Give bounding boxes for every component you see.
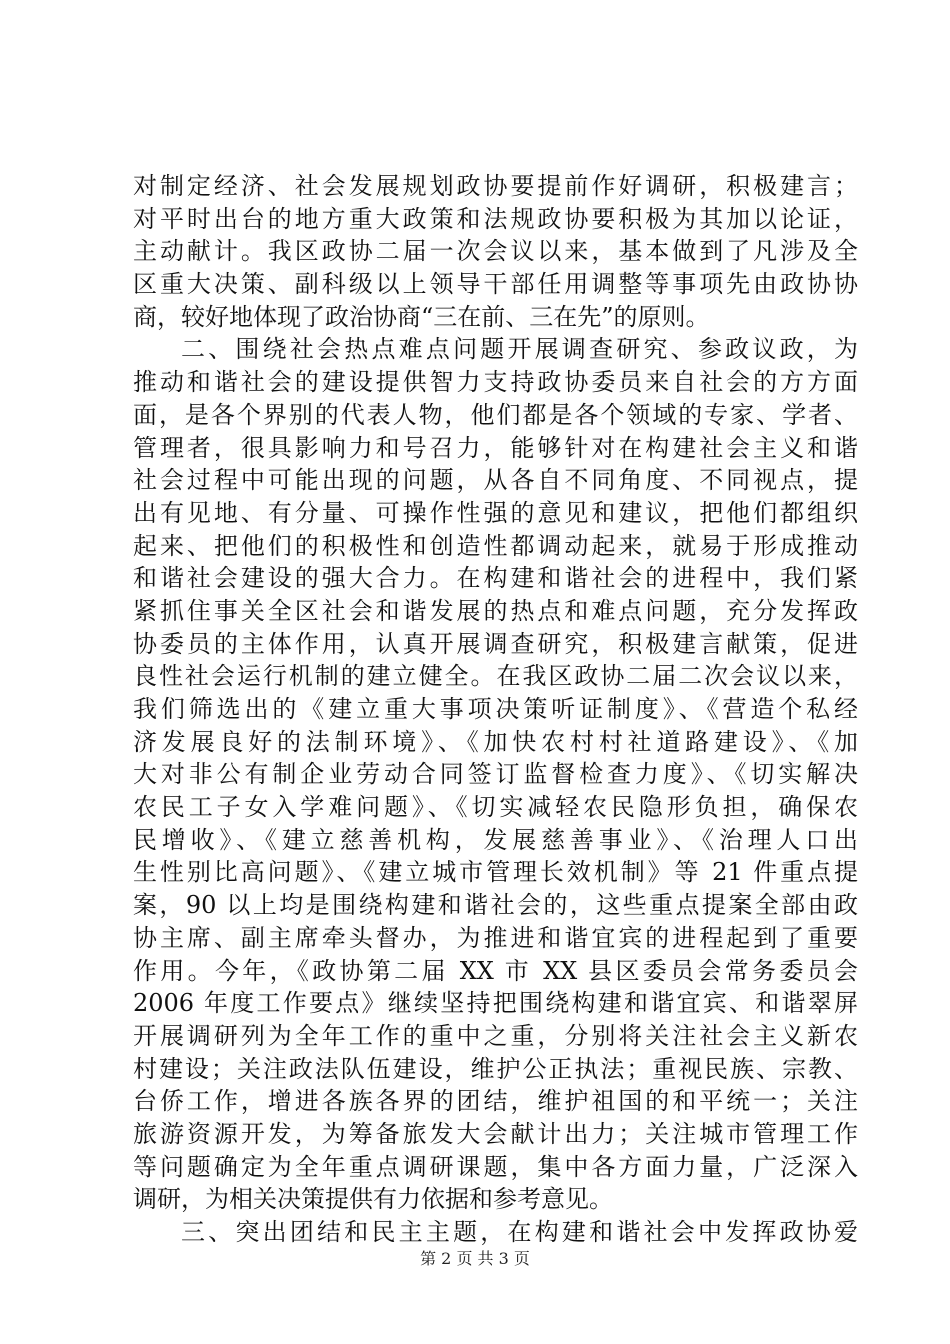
page-footer: 第 2 页 共 3 页: [420, 1249, 530, 1268]
text-line: 商，较好地体现了政治协商“三在前、三在先”的原则。: [133, 302, 710, 331]
text-line: 2006 年度工作要点》继续坚持把围绕构建和谐宜宾、和谐翠屏: [133, 989, 858, 1018]
text-line: 我们筛选出的《建立重大事项决策听证制度》、《营造个私经: [133, 695, 858, 723]
text-line: 良性社会运行机制的建立健全。在我区政协二届二次会议以来，: [133, 662, 858, 691]
text-line: 调研，为相关决策提供有力依据和参考意见。: [133, 1185, 613, 1214]
text-line: 案，90 以上均是围绕构建和谐社会的，这些重点提案全部由政: [133, 891, 858, 920]
text-line: 等问题确定为全年重点调研课题，集中各方面力量，广泛深入: [133, 1152, 858, 1181]
text-line: 紧抓住事关全区社会和谐发展的热点和难点问题，充分发挥政: [133, 596, 858, 625]
text-line: 大对非公有制企业劳动合同签订监督检查力度》、《切实解决: [133, 760, 858, 789]
text-line: 生性别比高问题》、《建立城市管理长效机制》等 21 件重点提: [133, 858, 858, 887]
text-line: 三、突出团结和民主主题，在构建和谐社会中发挥政协爱: [181, 1218, 858, 1246]
text-line: 济发展良好的法制环境》、《加快农村村社道路建设》、《加: [133, 727, 858, 756]
text-line: 开展调研列为全年工作的重中之重，分别将关注社会主义新农: [133, 1021, 858, 1050]
text-line: 二、围绕社会热点难点问题开展调查研究、参政议政，为: [181, 335, 858, 364]
text-line: 主动献计。我区政协二届一次会议以来，基本做到了凡涉及全: [133, 237, 858, 266]
text-line: 村建设；关注政法队伍建设，维护公正执法；重视民族、宗教、: [133, 1054, 858, 1083]
text-line: 区重大决策、副科级以上领导干部任用调整等事项先由政协协: [133, 270, 858, 299]
text-line: 协委员的主体作用，认真开展调查研究，积极建言献策，促进: [133, 629, 858, 658]
text-line: 推动和谐社会的建设提供智力支持政协委员来自社会的方方面: [133, 368, 858, 397]
text-line: 起来、把他们的积极性和创造性都调动起来，就易于形成推动: [133, 531, 858, 560]
text-line: 民增收》、《建立慈善机构，发展慈善事业》、《治理人口出: [133, 825, 858, 854]
text-line: 农民工子女入学难问题》、《切实减轻农民隐形负担，确保农: [133, 793, 858, 822]
text-line: 对平时出台的地方重大政策和法规政协要积极为其加以论证，: [133, 204, 858, 233]
text-line: 台侨工作，增进各族各界的团结，维护祖国的和平统一；关注: [133, 1087, 858, 1116]
text-line: 对制定经济、社会发展规划政协要提前作好调研，积极建言；: [133, 172, 858, 200]
text-line: 面，是各个界别的代表人物，他们都是各个领域的专家、学者、: [133, 400, 858, 429]
body-text: [133, 170, 858, 1249]
text-line: 和谐社会建设的强大合力。在构建和谐社会的进程中，我们紧: [133, 564, 858, 593]
text-line: 旅游资源开发，为筹备旅发大会献计出力；关注城市管理工作: [133, 1119, 858, 1148]
text-line: 管理者，很具影响力和号召力，能够针对在构建社会主义和谐: [133, 433, 858, 462]
text-line: 作用。今年，《政协第二届 XX 市 XX 县区委员会常务委员会: [133, 956, 858, 985]
text-line: 协主席、副主席牵头督办，为推进和谐宜宾的进程起到了重要: [133, 923, 858, 952]
text-line: 出有见地、有分量、可操作性强的意见和建议，把他们都组织: [133, 498, 858, 527]
text-line: 社会过程中可能出现的问题，从各自不同角度、不同视点，提: [133, 466, 858, 495]
